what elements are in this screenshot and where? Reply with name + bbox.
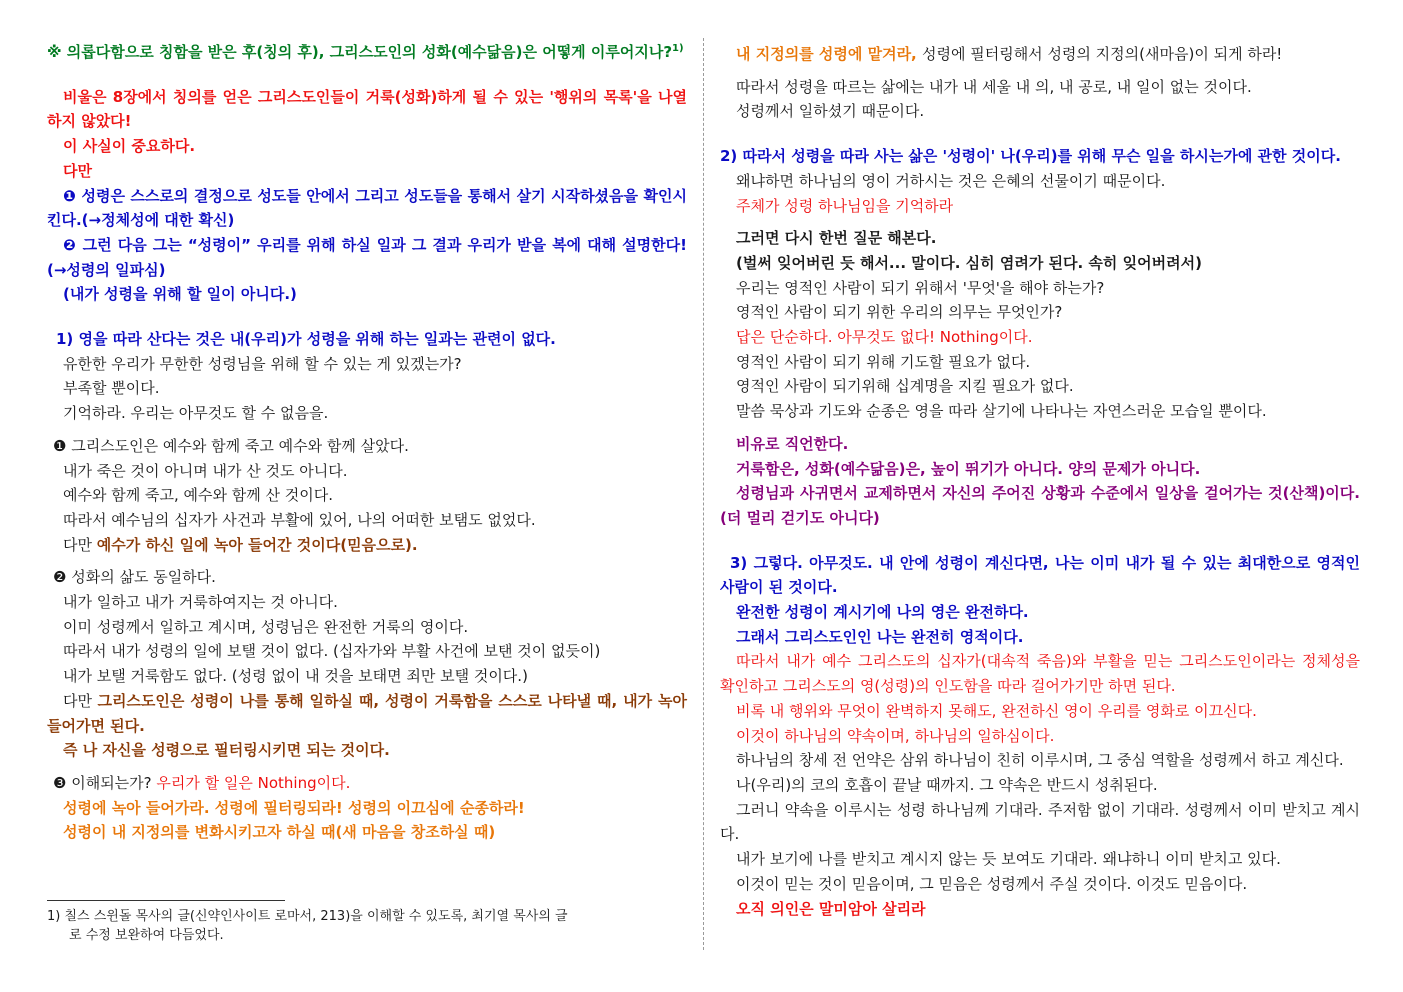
item-2-heading: ❷ 성화의 삶도 동일하다. — [53, 568, 216, 587]
right-column — [720, 42, 1360, 921]
item-2-conclusion: 즉 나 자신을 성령으로 필터링시키면 되는 것이다. — [63, 741, 390, 760]
item-2-line: 다만 그리스도인은 성령이 나를 통해 일하실 때, 성령이 거룩함을 스스로 나타낼 때, 내가 녹아 들어가면 된다. — [47, 691, 688, 735]
footnote-line: 1) 칠스 스윈돌 목사의 글(신약인사이트 로마서, 213)을 이해할 수 있도록, 최기열 목사의 글 — [47, 909, 568, 924]
section-3-line: 나(우리)의 코의 호흡이 끝날 때까지. 그 약속은 반드시 성취된다. — [736, 775, 1158, 794]
left-column — [47, 40, 687, 845]
item-1-line: 예수와 함께 죽고, 예수와 함께 산 것이다. — [63, 486, 333, 505]
question-line: 영적인 사람이 되기 위해 기도할 필요가 없다. — [736, 352, 1031, 371]
item-3-line: 성령에 녹아 들어가라. 성령에 필터링되라! 성령의 이끄심에 순종하라! — [63, 798, 525, 817]
item-1-emphasis: 예수가 하신 일에 녹아 들어간 것이다(믿음으로). — [96, 535, 418, 554]
page-title: ※ 의롭다함으로 칭함을 받은 후(칭의 후), 그리스도인의 성화(예수닮음)은 어떻게 이루어지나?$^{1)}$ — [47, 43, 684, 61]
footnote-line: 로 수정 보완하여 다듬었다. — [69, 928, 224, 943]
section-3-line: 그래서 그리스도인인 나는 완전히 영적이다. — [736, 627, 1024, 646]
metaphor-heading: 비유로 직언한다. — [736, 434, 849, 453]
point-3: (내가 성령을 위해 할 일이 아니다.) — [63, 285, 297, 304]
item-2-line: 내가 일하고 내가 거룩하여지는 것 아니다. — [63, 593, 338, 612]
section-3-line: 하나님의 창세 전 언약은 삼위 하나님이 친히 이루시며, 그 중심 역할을 성령께서 하고 계신다. — [736, 751, 1344, 770]
intro-emphasis: 이 사실이 중요하다. — [63, 137, 196, 156]
section-3-line: 이것이 하나님의 약속이며, 하나님의 일하심이다. — [736, 726, 1055, 745]
top-line: 내 지정의를 성령에 맡겨라, 성령에 필터링해서 성령의 지정의(새마음)이 되게 하라! — [736, 45, 1283, 63]
item-1-line: 따라서 예수님의 십자가 사건과 부활에 있어, 나의 어떠한 보탬도 없었다. — [63, 510, 536, 529]
question-line: 영적인 사람이 되기 위한 우리의 의무는 무엇인가? — [736, 303, 1063, 322]
section-3-line: 비록 내 행위와 무엇이 완벽하지 못해도, 완전하신 영이 우리를 영화로 이끄신다. — [736, 701, 1257, 720]
footnote — [47, 907, 687, 945]
closing-verse: 오직 의인은 말미암아 살리라 — [736, 899, 926, 918]
section-3-line: 따라서 내가 예수 그리스도의 십자가(대속적 죽음)와 부활을 믿는 그리스도인이라는 정체성을 확인하고 그리스도의 영(성령)의 인도함을 따라 걸어가기만 하면 된다. — [720, 652, 1360, 696]
item-1-heading: ❶ 그리스도인은 예수와 함께 죽고 예수와 함께 살았다. — [53, 436, 409, 455]
top-line: 성령께서 일하셨기 때문이다. — [736, 102, 925, 121]
footnote-rule — [47, 900, 285, 901]
section-3-line: 내가 보기에 나를 받치고 계시지 않는 듯 보여도 기대라. 왜냐하니 이미 받치고 있다. — [736, 850, 1281, 869]
item-2-line: 이미 성령께서 일하고 계시며, 성령님은 완전한 거룩의 영이다. — [63, 617, 469, 636]
section-2-heading: 2) 따라서 성령을 따라 사는 삶은 '성령이' 나(우리)를 위해 무슨 일을 하시는가에 관한 것이다. — [720, 147, 1341, 166]
answer-line: 답은 단순하다. 아무것도 없다! Nothing이다. — [736, 328, 1033, 347]
item-2-emphasis: 그리스도인은 성령이 나를 통해 일하실 때, 성령이 거룩함을 스스로 나타낼 때, 내가 녹아 들어가면 된다. — [47, 691, 688, 735]
section-2-line: 왜냐하면 하나님의 영이 거하시는 것은 은혜의 선물이기 때문이다. — [736, 171, 1166, 190]
section-1-line: 부족할 뿐이다. — [63, 379, 160, 398]
section-3-line: 그러니 약속을 이루시는 성령 하나님께 기대라. 주저함 없이 기대라. 성령께서 이미 받치고 계시다. — [720, 800, 1360, 844]
section-3-heading: 3) 그렇다. 아무것도. 내 안에 성령이 계신다면, 나는 이미 내가 될 수 있는 최대한으로 영적인 사람이 된 것이다. — [720, 553, 1360, 597]
question-line: 영적인 사람이 되기위해 십계명을 지킬 필요가 없다. — [736, 377, 1074, 396]
section-1-line: 유한한 우리가 무한한 성령님을 위해 할 수 있는 게 있겠는가? — [63, 354, 462, 373]
item-3-emphasis: 우리가 할 일은 Nothing이다. — [156, 773, 351, 792]
section-3-line: 완전한 성령이 계시기에 나의 영은 완전하다. — [736, 603, 1029, 622]
item-3-line: 성령이 내 지정의를 변화시키고자 하실 때(새 마음을 창조하실 때) — [63, 823, 496, 842]
item-3-heading: ❸ 이해되는가? 우리가 할 일은 Nothing이다. — [53, 773, 351, 792]
question-line: 우리는 영적인 사람이 되기 위해서 '무엇'을 해야 하는가? — [736, 278, 1105, 297]
intro-paragraph: 비울은 8장에서 칭의를 얻은 그리스도인들이 거룩(성화)하게 될 수 있는 '행위의 목록'을 나열하지 않았다! — [47, 87, 687, 131]
intro-but: 다만 — [63, 161, 92, 180]
footnote-ref: 1) — [672, 43, 684, 54]
question-note: (벌써 잊어버린 듯 해서... 말이다. 심히 염려가 된다. 속히 잊어버려서) — [736, 253, 1202, 272]
top-line: 따라서 성령을 따르는 삶에는 내가 내 세울 내 의, 내 공로, 내 일이 없는 것이다. — [736, 77, 1252, 96]
item-1-line: 다만 예수가 하신 일에 녹아 들어간 것이다(믿음으로). — [63, 535, 418, 554]
item-2-line: 내가 보탤 거룩함도 없다. (성령 없이 내 것을 보태면 죄만 보탤 것이다.) — [63, 667, 528, 686]
top-emphasis: 내 지정의를 성령에 맡겨라, — [736, 45, 922, 63]
section-3-line: 이것이 믿는 것이 믿음이며, 그 믿음은 성령께서 주실 것이다. 이것도 믿음이다. — [736, 874, 1248, 893]
question-line: 말씀 묵상과 기도와 순종은 영을 따라 살기에 나타나는 자연스러운 모습일 뿐이다. — [736, 402, 1267, 421]
metaphor-line: 거룩함은, 성화(예수닮음)은, 높이 뛰기가 아니다. 양의 문제가 아니다. — [736, 459, 1201, 478]
item-2-line: 따라서 내가 성령의 일에 보탤 것이 없다. (십자가와 부활 사건에 보탠 것이 없듯이) — [63, 642, 601, 661]
section-2-emphasis: 주체가 성령 하나님임을 기억하라 — [736, 196, 954, 215]
section-1-line: 기억하라. 우리는 아무것도 할 수 없음을. — [63, 404, 329, 423]
section-1-heading: 1) 영을 따라 산다는 것은 내(우리)가 성령을 위해 하는 일과는 관련이 없다. — [56, 330, 556, 349]
point-2: ❷ 그런 다음 그는 “성령이” 우리를 위해 하실 일과 그 결과 우리가 받을 복에 대해 설명한다! (→성령의 일파심) — [47, 235, 687, 279]
point-1: ❶ 성령은 스스로의 결정으로 성도들 안에서 그리고 성도들을 통해서 살기 시작하셨음을 확인시킨다.(→정체성에 대한 확신) — [47, 186, 687, 230]
column-divider — [703, 38, 704, 950]
item-1-line: 내가 죽은 것이 아니며 내가 산 것도 아니다. — [63, 461, 348, 480]
metaphor-line: 성령님과 사귀면서 교제하면서 자신의 주어진 상황과 수준에서 일상을 걸어가는 것(산책)이다. (더 멀리 걷기도 아니다) — [720, 484, 1360, 527]
question-heading: 그러면 다시 한번 질문 해본다. — [736, 229, 937, 248]
